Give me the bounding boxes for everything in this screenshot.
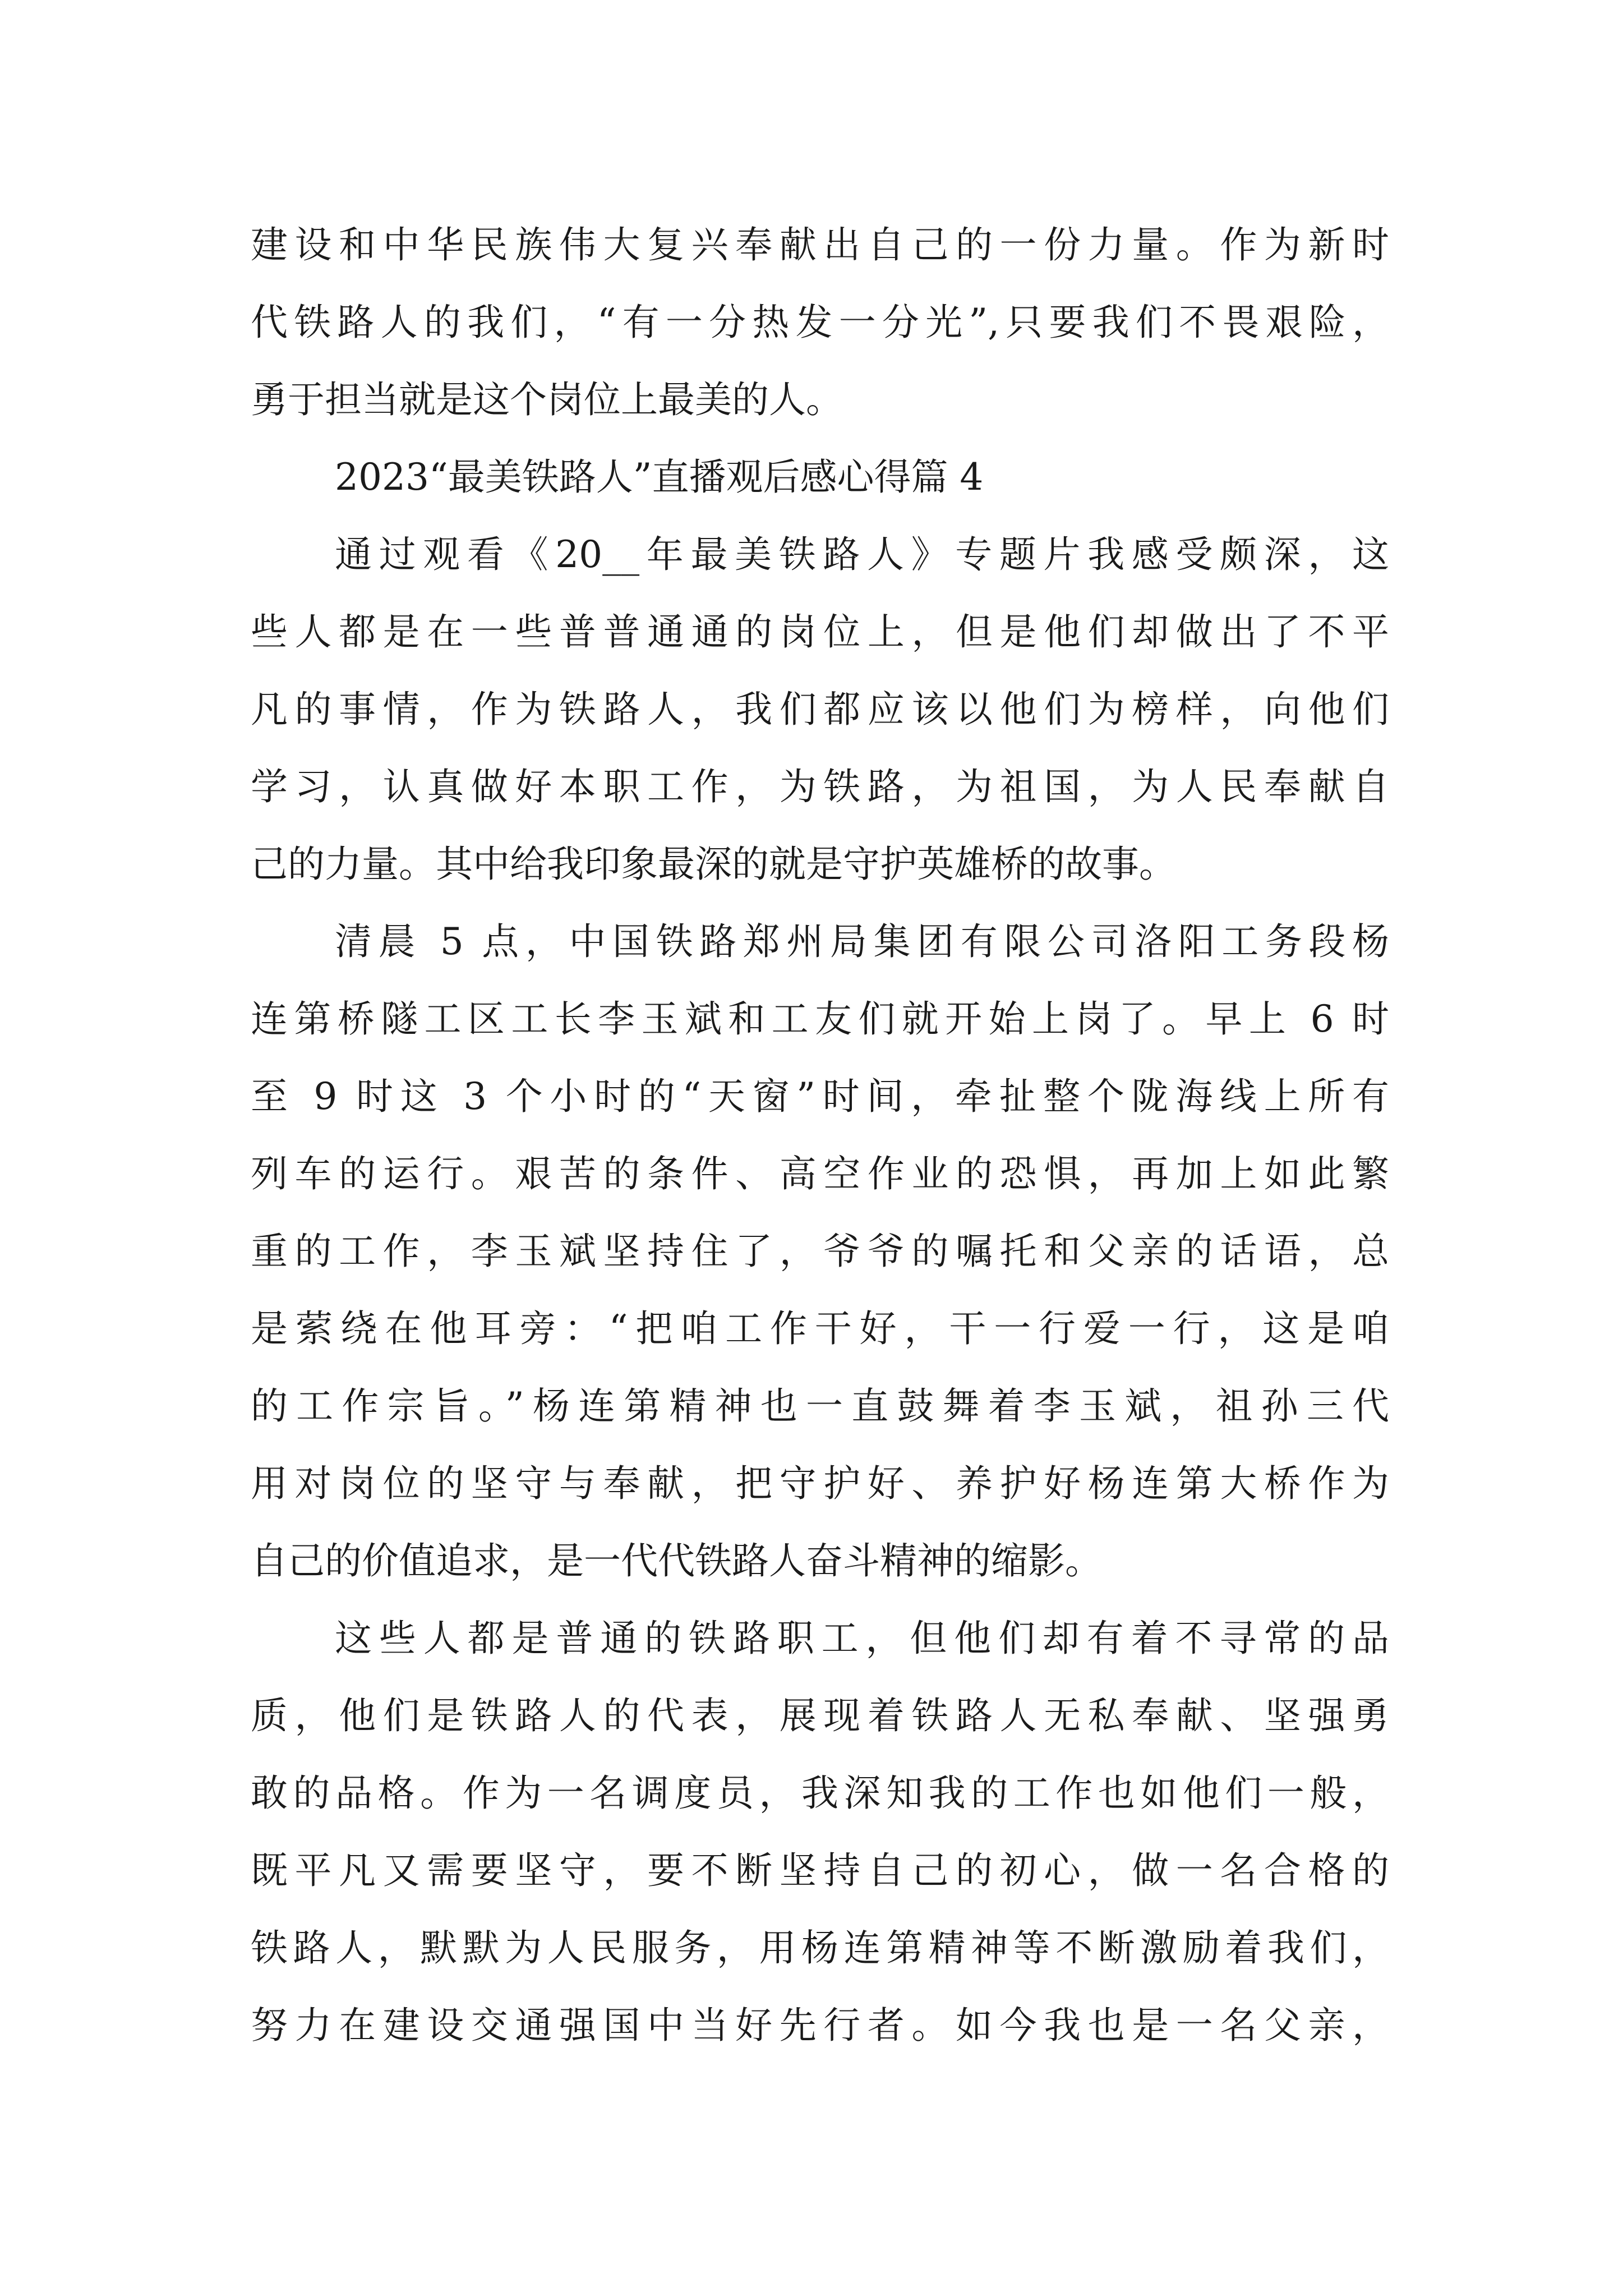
text-line: 勇于担当就是这个岗位上最美的人。 [251,378,843,421]
text-line: 是萦绕在他耳旁：“把咱工作干好，干一行爱一行，这是咱 [251,1307,1389,1350]
text-line: 的工作宗旨。”杨连第精神也一直鼓舞着李玉斌，祖孙三代 [251,1384,1389,1428]
text-line: 凡的事情，作为铁路人，我们都应该以他们为榜样，向他们 [251,688,1389,731]
text-line: 用对岗位的坚守与奉献，把守护好、养护好杨连第大桥作为 [251,1462,1389,1505]
section-heading: 2023“最美铁路人”直播观后感心得篇 4 [335,455,984,499]
text-line: 通过观看《20__年最美铁路人》专题片我感受颇深，这 [335,533,1389,576]
text-line: 自己的价值追求，是一代代铁路人奋斗精神的缩影。 [251,1539,1102,1582]
text-line: 重的工作，李玉斌坚持住了，爷爷的嘱托和父亲的话语，总 [251,1230,1389,1273]
text-line: 学习，认真做好本职工作，为铁路，为祖国，为人民奉献自 [251,765,1389,808]
text-line: 铁路人，默默为人民服务，用杨连第精神等不断激励着我们， [251,1926,1389,1970]
text-line: 清晨 5 点，中国铁路郑州局集团有限公司洛阳工务段杨 [335,920,1389,963]
text-line: 这些人都是普通的铁路职工，但他们却有着不寻常的品 [335,1617,1389,1660]
text-line: 建设和中华民族伟大复兴奉献出自己的一份力量。作为新时 [251,223,1389,266]
text-line: 至 9 时这 3 个小时的“天窗”时间，牵扯整个陇海线上所有 [251,1075,1389,1118]
text-line: 努力在建设交通强国中当好先行者。如今我也是一名父亲， [251,2004,1389,2047]
text-line: 既平凡又需要坚守，要不断坚持自己的初心，做一名合格的 [251,1849,1389,1892]
text-line: 己的力量。其中给我印象最深的就是守护英雄桥的故事。 [251,843,1176,886]
text-line: 列车的运行。艰苦的条件、高空作业的恐惧，再加上如此繁 [251,1152,1389,1195]
text-line: 代铁路人的我们，“有一分热发一分光”,只要我们不畏艰险， [251,301,1389,344]
text-line: 连第桥隧工区工长李玉斌和工友们就开始上岗了。早上 6 时 [251,997,1389,1041]
text-line: 质，他们是铁路人的代表，展现着铁路人无私奉献、坚强勇 [251,1694,1389,1737]
text-line: 敢的品格。作为一名调度员，我深知我的工作也如他们一般， [251,1772,1389,1815]
text-line: 些人都是在一些普普通通的岗位上，但是他们却做出了不平 [251,610,1389,654]
